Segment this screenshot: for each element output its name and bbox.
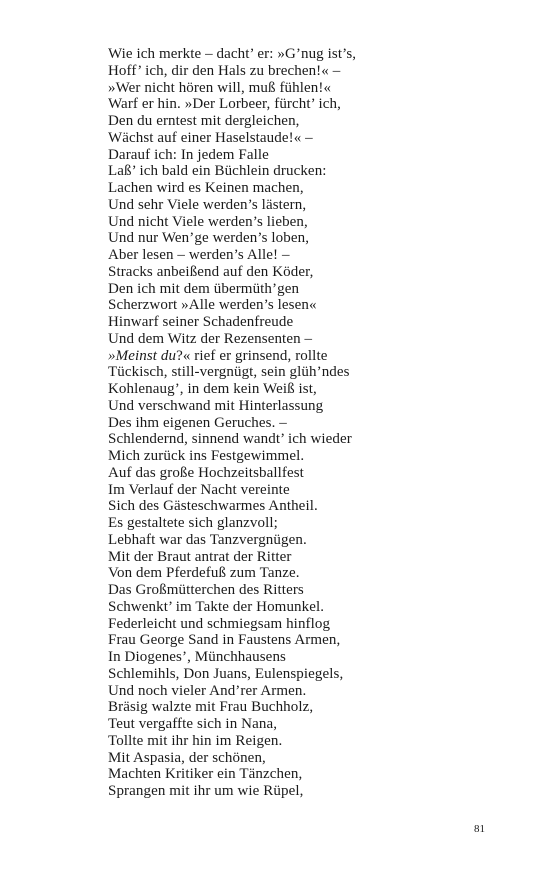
poem-line: Und dem Witz der Rezensenten – — [108, 330, 313, 347]
poem-line-emphasis: »Meinst du — [108, 347, 177, 364]
poem-line: Und verschwand mit Hinterlassung — [108, 397, 324, 414]
poem-line: Das Großmütterchen des Ritters — [108, 582, 304, 598]
poem-line: Wächst auf einer Haselstaude!« – — [108, 129, 313, 146]
poem-line-rest: ?« rief er grinsend, rollte — [176, 347, 328, 364]
poem-line: Und noch vieler And’rer Armen. — [108, 682, 307, 699]
poem-line: »Wer nicht hören will, muß fühlen!« — [108, 79, 332, 96]
poem-line: Des ihm eigenen Geruches. – — [108, 414, 287, 431]
poem-line: Machten Kritiker ein Tänzchen, — [108, 766, 303, 783]
poem-line: Im Verlauf der Nacht vereinte — [108, 481, 290, 498]
poem-line: Lebhaft war das Tanzvergnügen. — [108, 531, 307, 548]
poem-line: Mich zurück ins Festgewimmel. — [108, 448, 305, 464]
poem-line: Schlendernd, sinnend wandt’ ich wieder — [108, 431, 352, 448]
poem-line: Stracks anbeißend auf den Köder, — [108, 263, 314, 280]
poem-line: Und nur Wen’ge werden’s loben, — [108, 230, 310, 247]
poem-line: Mit der Braut antrat der Ritter — [108, 548, 292, 565]
poem-line: Hoff’ ich, dir den Hals zu brechen!« – — [108, 62, 341, 79]
poem-line: Mit Aspasia, der schönen, — [108, 749, 266, 766]
poem-line: Schlemihls, Don Juans, Eulenspiegels, — [108, 665, 344, 682]
poem-line: Scherzwort »Alle werden’s lesen« — [108, 297, 317, 314]
poem-line: Kohlenaug’, in dem kein Weiß ist, — [108, 381, 317, 397]
poem-line: Lachen wird es Keinen machen, — [108, 180, 304, 196]
poem-line: Sprangen mit ihr um wie Rüpel, — [108, 783, 304, 799]
poem-line: Und sehr Viele werden’s lästern, — [108, 196, 307, 213]
poem-line — [108, 348, 356, 365]
poem-line: Federleicht und schmiegsam hinflog — [108, 615, 331, 632]
poem-line: Bräsig walzte mit Frau Buchholz, — [108, 699, 314, 716]
poem-line: Hinwarf seiner Schadenfreude — [108, 314, 294, 330]
poem-line: Darauf ich: In jedem Falle — [108, 146, 269, 163]
poem-line: Sich des Gästeschwarmes Antheil. — [108, 498, 318, 515]
poem-line: Es gestaltete sich glanzvoll; — [108, 515, 278, 531]
poem-line: Schwenkt’ im Takte der Homunkel. — [108, 598, 325, 615]
poem-line: In Diogenes’, Münchhausens — [108, 649, 286, 665]
page-number: 81 — [474, 823, 485, 835]
poem-line: Tollte mit ihr hin im Reigen. — [108, 732, 283, 749]
poem-line: Aber lesen – werden’s Alle! – — [108, 247, 290, 263]
poem-line: Auf das große Hochzeitsballfest — [108, 464, 304, 481]
poem-line: Laß’ ich bald ein Büchlein drucken: — [108, 163, 327, 180]
poem-line: Warf er hin. »Der Lorbeer, fürcht’ ich, — [108, 96, 341, 113]
poem-line: Wie ich merkte – dacht’ er: »G’nug ist’s, — [108, 46, 357, 62]
poem-line: Und nicht Viele werden’s lieben, — [108, 213, 308, 230]
poem-line: Frau George Sand in Faustens Armen, — [108, 632, 341, 649]
poem-line: Den ich mit dem übermüth’gen — [108, 280, 300, 297]
poem-line: Den du erntest mit dergleichen, — [108, 113, 300, 129]
poem-line: Tückisch, still-vergnügt, sein glüh’ndes — [108, 364, 350, 381]
poem-line: Teut vergaffte sich in Nana, — [108, 716, 278, 732]
poem-line: Von dem Pferdefuß zum Tanze. — [108, 565, 300, 582]
poem-text — [108, 46, 356, 800]
